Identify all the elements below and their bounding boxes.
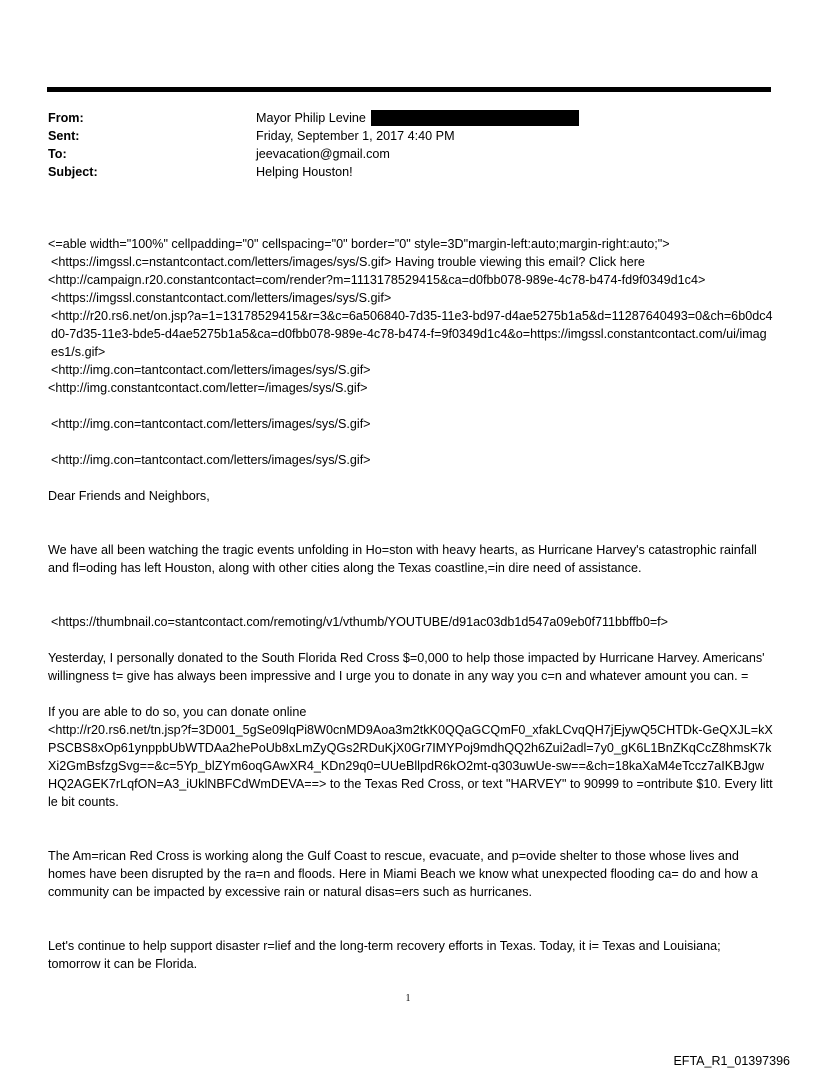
to-value: jeevacation@gmail.com	[256, 147, 390, 161]
from-label: From:	[48, 111, 84, 125]
img-line-4: <http://img.con=tantcontact.com/letters/images/sys/S.gif>	[51, 453, 371, 467]
sent-label: Sent:	[48, 129, 80, 143]
header-rule	[47, 87, 771, 92]
sent-value: Friday, September 1, 2017 4:40 PM	[256, 129, 455, 143]
paragraph-2: Yesterday, I personally donated to the South Florida Red Cross $=0,000 to help those impacted by Hurricane Harvey. Americans' willingness t= give has always been impressive and I urge you to donate in any way you c=n and whatever amount you can. =	[48, 651, 765, 683]
to-row	[48, 145, 768, 163]
spacer	[48, 469, 773, 487]
spacer	[48, 901, 773, 937]
from-value-container	[256, 109, 579, 127]
from-row	[48, 109, 768, 127]
spacer	[48, 685, 773, 703]
subject-row	[48, 163, 768, 181]
spacer	[48, 631, 773, 649]
subject-value: Helping Houston!	[256, 165, 353, 179]
img-line-3: <http://img.con=tantcontact.com/letters/images/sys/S.gif>	[51, 417, 371, 431]
imgssl-line: <https://imgssl.constantcontact.com/letters/images/sys/S.gif>	[51, 291, 392, 305]
render-link: <http://campaign.r20.constantcontact=com/render?m=1113178529415&ca=d0fbb078-989e-4c78-b474-fd9f0349d1c4>	[48, 273, 706, 287]
from-value: Mayor Philip Levine	[256, 111, 366, 125]
page-number: 1	[405, 993, 411, 1004]
email-header	[48, 109, 768, 181]
greeting: Dear Friends and Neighbors,	[48, 489, 210, 503]
subject-label: Subject:	[48, 165, 98, 179]
spacer	[48, 577, 773, 613]
thumbnail-line: <https://thumbnail.co=stantcontact.com/remoting/v1/vthumb/YOUTUBE/d91ac03db1d547a09eb0f711bbffb0=f>	[51, 615, 669, 629]
img-line-1: <http://img.con=tantcontact.com/letters/images/sys/S.gif>	[51, 363, 371, 377]
spacer	[48, 811, 773, 847]
email-body	[48, 235, 773, 973]
paragraph-3-intro: If you are able to do so, you can donate online	[48, 705, 307, 719]
sent-row	[48, 127, 768, 145]
paragraph-1: We have all been watching the tragic events unfolding in Ho=ston with heavy hearts, as Hurricane Harvey's catastrophic rainfall and fl=oding has left Houston, along with other cities along the Texas coastline,=in dire need of assistance.	[48, 543, 757, 575]
img-line-2: <http://img.constantcontact.com/letter=/images/sys/S.gif>	[48, 381, 368, 395]
spacer	[48, 505, 773, 541]
trouble-viewing-line: <https://imgssl.c=nstantcontact.com/letters/images/sys/S.gif> Having trouble viewing this email? Click here	[51, 255, 645, 269]
table-markup-line: <=able width="100%" cellpadding="0" cellspacing="0" border="0" style=3D"margin-left:auto;margin-right:auto;">	[48, 237, 670, 251]
to-label: To:	[48, 147, 67, 161]
document-id: EFTA_R1_01397396	[673, 1054, 790, 1068]
spacer	[48, 433, 773, 451]
paragraph-5: Let's continue to help support disaster r=lief and the long-term recovery efforts in Texas. Today, it i= Texas and Louisiana; tomorrow it can be Florida.	[48, 939, 721, 971]
paragraph-3-body: <http://r20.rs6.net/tn.jsp?f=3D001_5gSe09lqPi8W0cnMD9Aoa3m2tkK0QQaGCQmF0_xfakLCvqQH7jEjywQ5CHTDk-GeQXJL=kXPSCBS8xOp61ynppbUbWTDAa2hePoUb8xLmZyQGs2RDuKjX0Gr7IMYPoj9mdhQQ2h6Zui2adl=7y0_gK6L1BnZKqCcZ8hmsK7kXi2GmBsfzgSvg==&c=5Yp_blZYm6oqGAwXR4_KDn29q0=UUeBllpdR6kO2mt-q303uwUe-sw==&ch=18kaXaM4eTccz7aIKBJgwHQ2AGEK7rLqfON=A3_iUklNBFCdWmDEVA==> to the Texas Red Cross, or text "HARVEY" to 90999 to =ontribute $10. Every little bit counts.	[48, 723, 773, 809]
spacer	[48, 397, 773, 415]
paragraph-4: The Am=rican Red Cross is working along the Gulf Coast to rescue, evacuate, and p=ovide shelter to those whose lives and homes have been disrupted by the ra=n and floods. Here in Miami Beach we know what unexpected flooding ca= do and how a community can be impacted by excessive rain or natural disas=ers such as hurricanes.	[48, 849, 758, 899]
redaction-block	[371, 110, 579, 126]
onjsp-line: <http://r20.rs6.net/on.jsp?a=1=13178529415&r=3&c=6a506840-7d35-11e3-bd97-d4ae5275b1a5&d=11287640493=0&ch=6b0dc4d0-7d35-11e3-bde5-d4ae5275b1a5&ca=d0fbb078-989e-4c78-b474-f=9f0349d1c4&o=https://imgssl.constantcontact.com/ui/images1/s.gif>	[51, 309, 773, 359]
